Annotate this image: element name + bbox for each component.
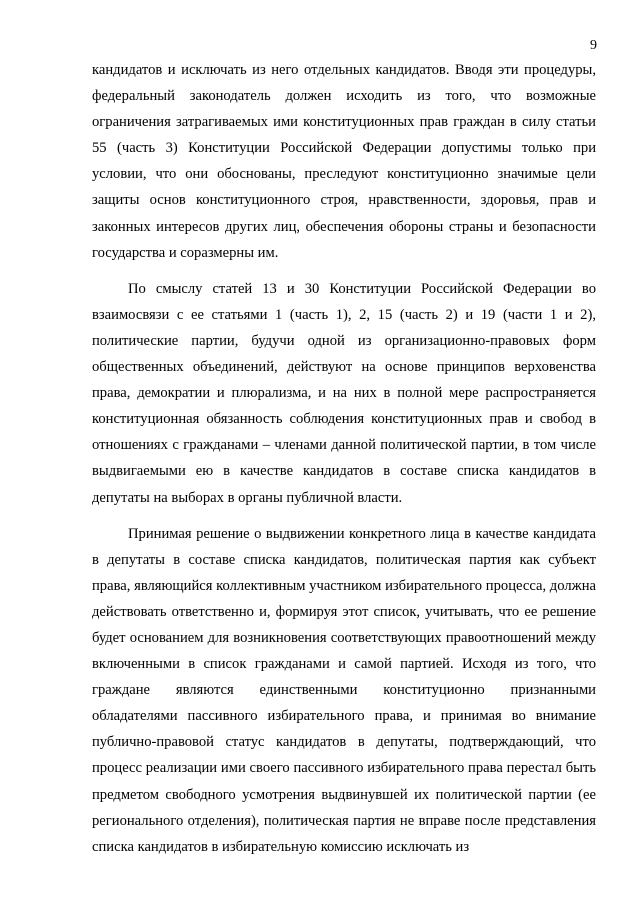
paragraph-continuation: кандидатов и исключать из него отдельных кандидатов. Вводя эти процедуры, федеральный законодатель должен исходить из того, что возможные ограничения затрагиваемых ими конституционных прав граждан в силу статьи 55 (часть 3) Конституции Российской Федерации допустимы только при условии, что они обоснованы, преследуют конституционно значимые цели защиты основ конституционного строя, нравственности, здоровья, прав и законных интересов других лиц, обеспечения обороны страны и безопасности государства и соразмерны им.: [92, 62, 596, 261]
document-body: [92, 57, 596, 860]
paragraph-constitution-articles: По смыслу статей 13 и 30 Конституции Российской Федерации во взаимосвязи с ее статьями 1 (часть 1), 2, 15 (часть 2) и 19 (части 1 и 2), политические партии, будучи одной из организационно-правовых форм общественных объединений, действуют на основе принципов верховенства права, демократии и плюрализма, и на них в полной мере распространяется конституционная обязанность соблюдения конституционных прав и свобод в отношениях с гражданами – членами данной политической партии, в том числе выдвигаемыми ею в качестве кандидатов в составе списка кандидатов в депутаты на выборах в органы публичной власти.: [92, 280, 596, 506]
paragraph-candidate-nomination: Принимая решение о выдвижении конкретного лица в качестве кандидата в депутаты в составе списка кандидатов, политическая партия как субъект права, являющийся коллективным участником избирательного процесса, должна действовать ответственно и, формируя этот список, учитывать, что ее решение будет основанием для возникновения соответствующих правоотношений между включенными в список гражданами и самой партией. Исходя из того, что граждане являются единственными конституционно признанными обладателями пассивного избирательного права, и принимая во внимание публично-правовой статус кандидатов в депутаты, подтверждающий, что процесс реализации ими своего пассивного избирательного права перестал быть предметом свободного усмотрения выдвинувшей их политической партии (ее регионального отделения), политическая партия не вправе после представления списка кандидатов в избирательную комиссию исключать из: [92, 525, 596, 855]
page-number: 9: [590, 38, 597, 53]
